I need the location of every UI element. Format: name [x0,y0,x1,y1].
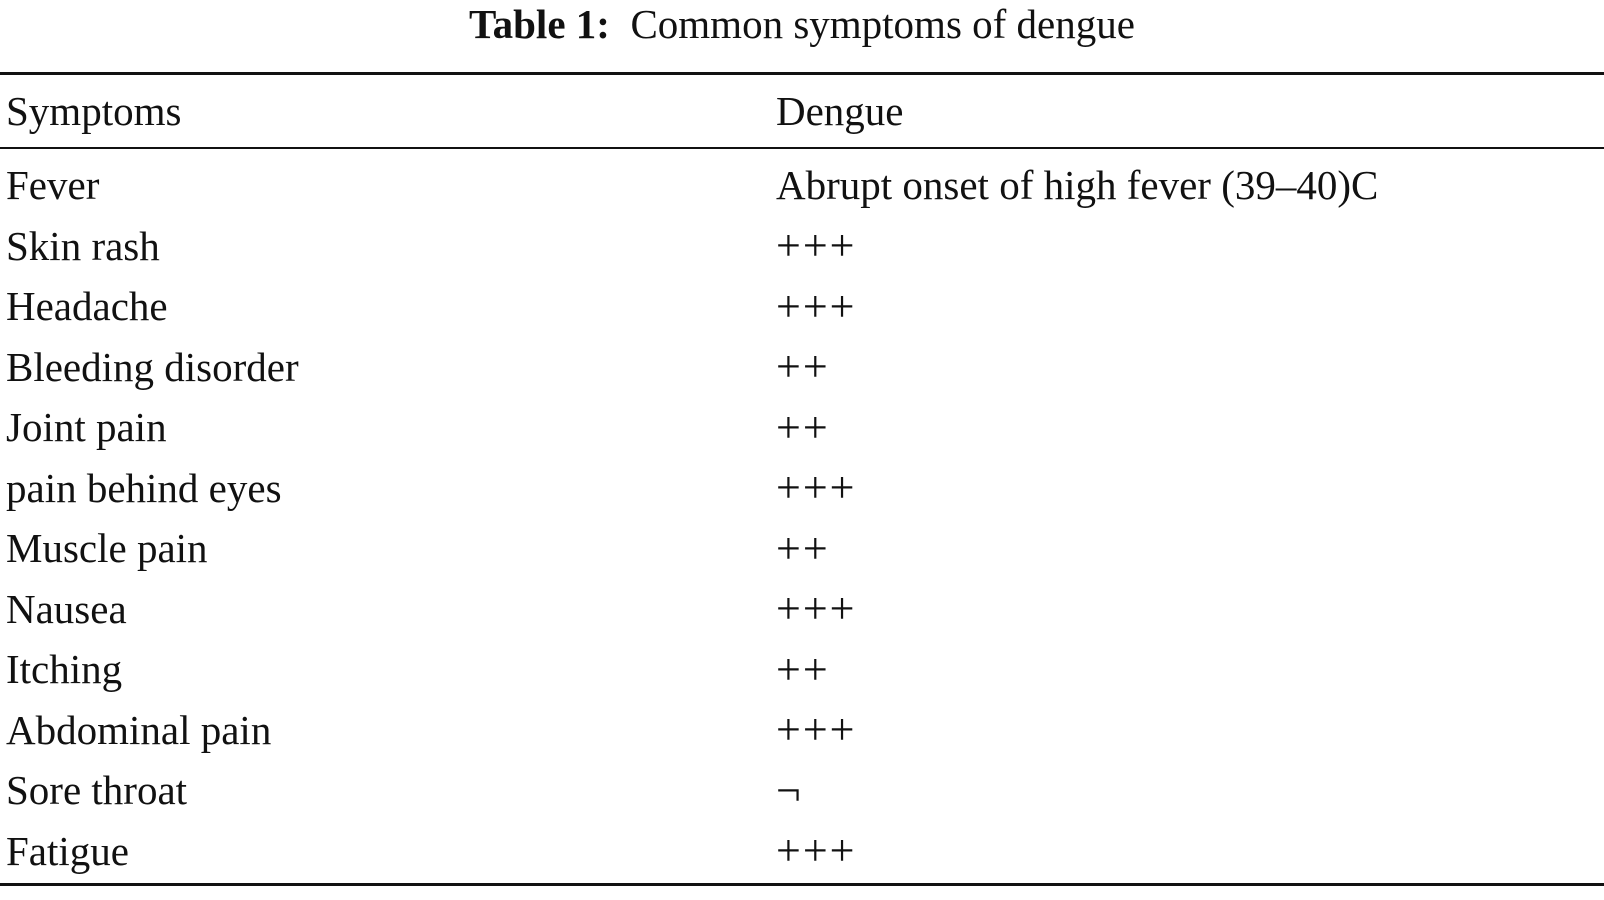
table-row [0,639,1604,700]
symptom-cell: Skin rash [6,222,160,269]
table-row [0,337,1604,398]
symptom-cell: Headache [6,283,168,330]
table-body [0,149,1604,883]
caption-label: Table 1: [469,1,610,47]
symptom-cell: Muscle pain [6,525,208,572]
symptom-cell: Nausea [6,585,127,632]
table-row [0,276,1604,337]
table-row [0,760,1604,821]
symptom-cell: Sore throat [6,767,188,814]
table-row [0,579,1604,640]
table-row [0,397,1604,458]
table-row [0,518,1604,579]
table-row [0,216,1604,277]
dengue-cell: ++ [776,644,830,694]
table-header-row [0,75,1604,147]
caption-text: Common symptoms of dengue [630,1,1135,47]
symptom-cell: Joint pain [6,404,167,451]
table-row [0,821,1604,882]
header-dengue: Dengue [776,88,904,134]
header-symptoms: Symptoms [6,88,182,134]
dengue-cell: +++ [776,463,857,513]
table-row [0,458,1604,519]
symptoms-table [0,72,1604,886]
dengue-cell: +++ [776,705,857,755]
symptom-cell: Fatigue [6,827,129,874]
symptom-cell: Abdominal pain [6,706,272,753]
dengue-cell: +++ [776,221,857,271]
dengue-cell: ¬ [776,765,803,815]
symptom-cell: Itching [6,646,123,693]
dengue-cell: ++ [776,342,830,392]
dengue-cell: +++ [776,584,857,634]
table-bottom-rule [0,883,1604,886]
dengue-cell: Abrupt onset of high fever (39–40)C [776,162,1379,209]
dengue-cell: +++ [776,826,857,876]
table-row [0,700,1604,761]
symptom-cell: Bleeding disorder [6,343,299,390]
dengue-cell: ++ [776,523,830,573]
table-caption [0,0,1604,48]
symptom-cell: Fever [6,162,100,209]
dengue-cell: ++ [776,402,830,452]
symptom-cell: pain behind eyes [6,464,282,511]
dengue-cell: +++ [776,281,857,331]
table-row [0,155,1604,216]
